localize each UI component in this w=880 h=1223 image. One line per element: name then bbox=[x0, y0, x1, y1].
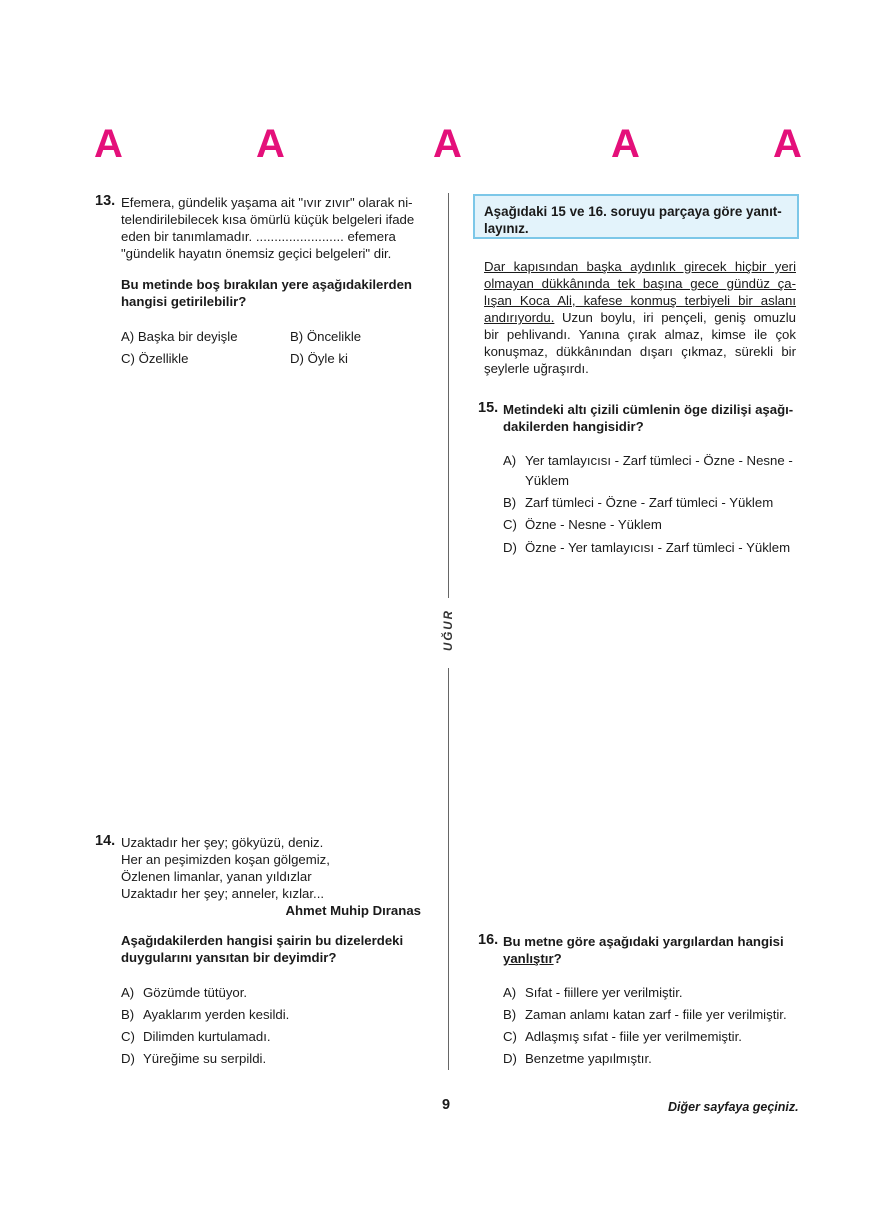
q15-option-b[interactable] bbox=[503, 494, 773, 511]
poem-line: Her an peşimizden koşan gölgemiz, bbox=[121, 852, 330, 867]
passage-line bbox=[484, 360, 796, 377]
passage-line bbox=[484, 326, 796, 343]
plain-text: şeylerle uğraşırdı. bbox=[484, 361, 589, 376]
poem-line: Uzaktadır her şey; gökyüzü, deniz. bbox=[121, 835, 324, 850]
option-text: Ayaklarım yerden kesildi. bbox=[143, 1007, 290, 1022]
option-letter: D) bbox=[503, 540, 517, 555]
q13-line: eden bir tanımlamadır. ........................ efemera bbox=[121, 229, 396, 244]
option-letter: B) bbox=[503, 1007, 517, 1022]
plain-text: Uzun boylu, iri pençeli, geniş omuzlu bbox=[554, 310, 796, 325]
q13-prompt-line: hangisi getirilebilir? bbox=[121, 294, 247, 309]
q14-prompt-line: duygularını yansıtan bir deyimdir? bbox=[121, 950, 337, 965]
q13-option-c[interactable]: C) Özellikle bbox=[121, 351, 189, 366]
booklet-letter-4: A bbox=[611, 122, 640, 166]
booklet-letter-2: A bbox=[256, 122, 285, 166]
q14-option-b[interactable] bbox=[121, 1006, 289, 1023]
instruction-line: Aşağıdaki 15 ve 16. soruyu parçaya göre yanıt- bbox=[484, 204, 782, 219]
underlined-text: Dar kapısından başka aydınlık girecek hiçbir yeri bbox=[484, 259, 796, 274]
q16-option-b[interactable] bbox=[503, 1006, 787, 1023]
reading-passage bbox=[484, 258, 796, 377]
option-letter: A) bbox=[503, 985, 517, 1000]
q16-option-d[interactable] bbox=[503, 1050, 652, 1067]
q13-option-b[interactable]: B) Öncelikle bbox=[290, 329, 362, 344]
brand-text: UĞUR bbox=[442, 609, 455, 651]
booklet-letter-1: A bbox=[94, 122, 123, 166]
option-text: Yüreğime su serpildi. bbox=[143, 1051, 267, 1066]
q13-option-a[interactable]: A) Başka bir deyişle bbox=[121, 329, 238, 344]
underlined-word: yanlıştır bbox=[503, 951, 554, 966]
option-letter: A) bbox=[121, 985, 135, 1000]
underlined-text: olmayan dükkânında tek başına gece gündüz ça- bbox=[484, 276, 796, 291]
underlined-text: andırıyordu. bbox=[484, 310, 555, 325]
passage-line bbox=[484, 275, 796, 292]
q14-option-d[interactable] bbox=[121, 1050, 266, 1067]
question-16-prompt bbox=[503, 933, 808, 967]
column-divider-top bbox=[448, 193, 449, 598]
question-14-prompt bbox=[121, 932, 426, 966]
option-letter: D) bbox=[121, 1051, 135, 1066]
question-14-poem bbox=[121, 834, 421, 919]
q13-line: telendirilebilecek kısa ömürlü küçük belgeleri ifade bbox=[121, 212, 415, 227]
instruction-box bbox=[473, 194, 799, 239]
q14-option-a[interactable] bbox=[121, 984, 247, 1001]
option-text: Gözümde tütüyor. bbox=[143, 985, 248, 1000]
option-text: Benzetme yapılmıştır. bbox=[525, 1051, 652, 1066]
passage-line bbox=[484, 292, 796, 309]
option-letter: D) bbox=[503, 1051, 517, 1066]
option-text: Yüklem bbox=[525, 473, 569, 488]
q14-prompt-line: Aşağıdakilerden hangisi şairin bu dizelerdeki bbox=[121, 933, 404, 948]
booklet-letter-3: A bbox=[433, 122, 462, 166]
column-divider-bottom bbox=[448, 668, 449, 1070]
question-13-text bbox=[121, 194, 421, 262]
poem-line: Uzaktadır her şey; anneler, kızlar... bbox=[121, 886, 325, 901]
sidebar-brand bbox=[440, 608, 458, 656]
option-text: Yer tamlayıcısı - Zarf tümleci - Özne - Nesne - bbox=[525, 453, 793, 468]
question-16-number: 16. bbox=[478, 932, 499, 948]
q13-option-d[interactable]: D) Öyle ki bbox=[290, 351, 348, 366]
question-13-number: 13. bbox=[95, 193, 116, 209]
option-letter: C) bbox=[121, 1029, 135, 1044]
plain-text: bir pehlivandı. Yanına çırak almaz, kimse ile çok bbox=[484, 327, 796, 342]
question-14-number: 14. bbox=[95, 833, 116, 849]
option-text: Adlaşmış sıfat - fiile yer verilmemiştir. bbox=[525, 1029, 742, 1044]
option-text: Özne - Nesne - Yüklem bbox=[525, 517, 662, 532]
option-text: Sıfat - fiillere yer verilmiştir. bbox=[525, 985, 683, 1000]
q16-option-a[interactable] bbox=[503, 984, 683, 1001]
q14-option-c[interactable] bbox=[121, 1028, 271, 1045]
question-mark: ? bbox=[553, 951, 562, 966]
passage-line bbox=[484, 258, 796, 275]
q15-option-a-cont bbox=[503, 472, 569, 489]
q13-prompt-line: Bu metinde boş bırakılan yere aşağıdakilerden bbox=[121, 277, 412, 292]
option-text: Zarf tümleci - Özne - Zarf tümleci - Yüklem bbox=[525, 495, 774, 510]
option-letter: B) bbox=[121, 1007, 135, 1022]
booklet-letter-5: A bbox=[773, 122, 802, 166]
q15-prompt-line: dakilerden hangisidir? bbox=[503, 419, 644, 434]
q16-prompt-line: Bu metne göre aşağıdaki yargılardan hangisi bbox=[503, 934, 784, 949]
q16-option-c[interactable] bbox=[503, 1028, 742, 1045]
poem-author: Ahmet Muhip Dıranas bbox=[285, 903, 421, 918]
option-text: Dilimden kurtulamadı. bbox=[143, 1029, 271, 1044]
option-text: Zaman anlamı katan zarf - fiile yer verilmiştir. bbox=[525, 1007, 787, 1022]
page-number: 9 bbox=[442, 1097, 451, 1113]
q15-prompt-line: Metindeki altı çizili cümlenin öge dizilişi aşağı- bbox=[503, 402, 794, 417]
option-letter: C) bbox=[503, 1029, 517, 1044]
option-letter: C) bbox=[503, 517, 517, 532]
q15-option-c[interactable] bbox=[503, 516, 662, 533]
q13-line: Efemera, gündelik yaşama ait "ıvır zıvır" olarak ni- bbox=[121, 195, 413, 210]
question-15-prompt bbox=[503, 401, 808, 435]
option-letter: A) bbox=[503, 453, 517, 468]
passage-line bbox=[484, 343, 796, 360]
question-15-number: 15. bbox=[478, 400, 499, 416]
option-letter: B) bbox=[503, 495, 517, 510]
question-13-prompt bbox=[121, 276, 426, 310]
q16-prompt-line bbox=[503, 950, 808, 967]
q13-line: "gündelik hayatın önemsiz geçici belgeleri" dir. bbox=[121, 246, 392, 261]
next-page-note: Diğer sayfaya geçiniz. bbox=[668, 1100, 799, 1114]
q15-option-d[interactable] bbox=[503, 539, 790, 556]
poem-line: Özlenen limanlar, yanan yıldızlar bbox=[121, 869, 312, 884]
passage-line bbox=[484, 309, 796, 326]
instruction-line: layınız. bbox=[484, 221, 529, 236]
q15-option-a[interactable] bbox=[503, 452, 793, 469]
plain-text: konuşmaz, dükkânından dışarı çıkmaz, sürekli bir bbox=[484, 344, 796, 359]
option-text: Özne - Yer tamlayıcısı - Zarf tümleci - Yüklem bbox=[525, 540, 791, 555]
underlined-text: lışan Koca Ali, kafese konmuş terbiyeli bir aslanı bbox=[484, 293, 796, 308]
